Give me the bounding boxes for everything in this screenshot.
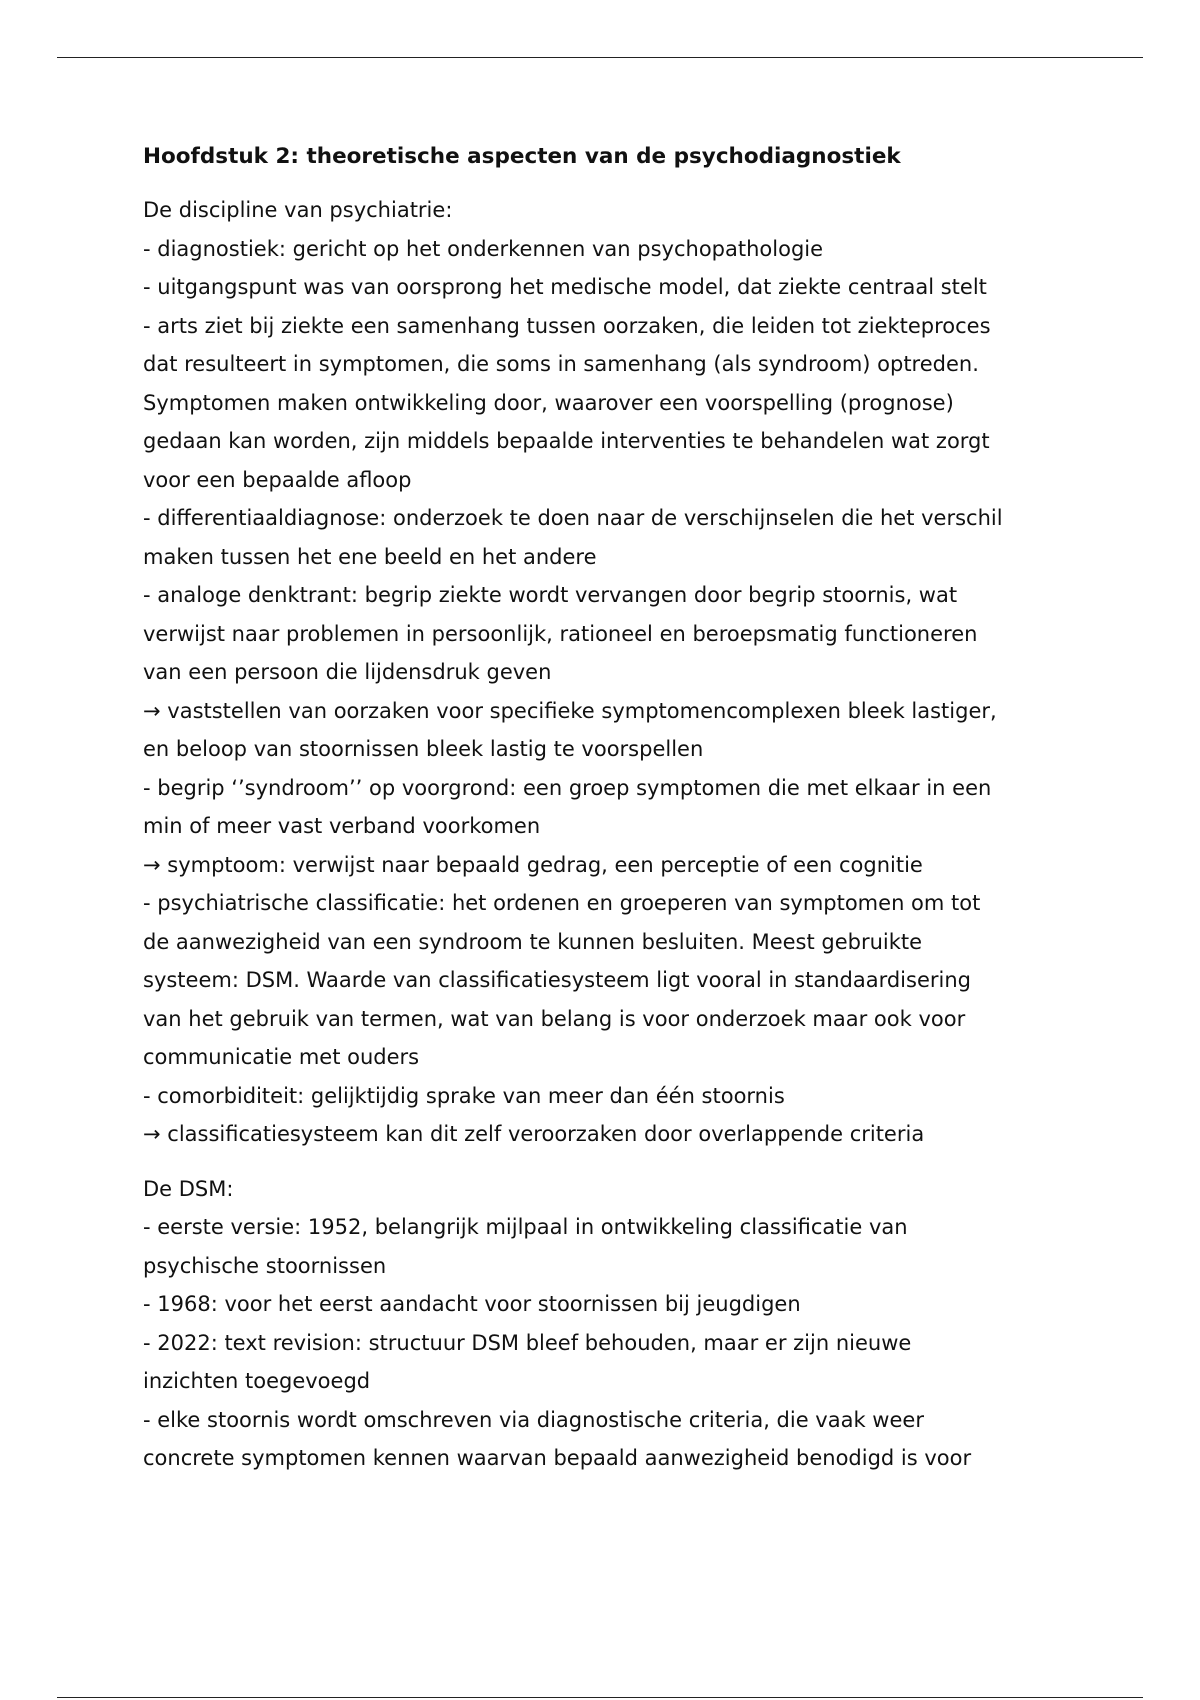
text-line: - 1968: voor het eerst aandacht voor stoornissen bij jeugdigen xyxy=(143,1292,801,1316)
top-rule xyxy=(57,57,1143,58)
text-line: dat resulteert in symptomen, die soms in samenhang (als syndroom) optreden. xyxy=(143,352,979,376)
chapter-heading: Hoofdstuk 2: theoretische aspecten van de psychodiagnostiek xyxy=(143,144,901,169)
bottom-rule xyxy=(57,1697,1143,1698)
text-line: gedaan kan worden, zijn middels bepaalde interventies te behandelen wat zorgt xyxy=(143,429,990,453)
text-line: - uitgangspunt was van oorsprong het medische model, dat ziekte centraal stelt xyxy=(143,275,987,299)
page-content xyxy=(143,139,1143,1478)
text-line: - begrip ‘’syndroom’’ op voorgrond: een groep symptomen die met elkaar in een xyxy=(143,775,992,800)
text-line: van het gebruik van termen, wat van belang is voor onderzoek maar ook voor xyxy=(143,1006,966,1031)
text-line: → symptoom: verwijst naar bepaald gedrag, een perceptie of een cognitie xyxy=(143,852,923,877)
text-line: psychische stoornissen xyxy=(143,1253,387,1278)
text-line: - comorbiditeit: gelijktijdig sprake van meer dan één stoornis xyxy=(143,1083,785,1108)
text-line: de aanwezigheid van een syndroom te kunnen besluiten. Meest gebruikte xyxy=(143,929,923,954)
text-line: De discipline van psychiatrie: xyxy=(143,198,453,222)
section-discipline xyxy=(143,191,1143,1154)
text-line: - elke stoornis wordt omschreven via diagnostische criteria, die vaak weer xyxy=(143,1407,924,1432)
text-line: en beloop van stoornissen bleek lastig te voorspellen xyxy=(143,737,704,761)
text-line: - diagnostiek: gericht op het onderkennen van psychopathologie xyxy=(143,236,824,261)
text-line: systeem: DSM. Waarde van classificatiesysteem ligt vooral in standaardisering xyxy=(143,968,971,992)
text-line: - 2022: text revision: structuur DSM bleef behouden, maar er zijn nieuwe xyxy=(143,1330,912,1355)
text-line: - psychiatrische classificatie: het ordenen en groeperen van symptomen om tot xyxy=(143,891,981,915)
text-line: - differentiaaldiagnose: onderzoek te doen naar de verschijnselen die het verschil xyxy=(143,506,1003,530)
text-line: De DSM: xyxy=(143,1176,234,1201)
text-line: voor een bepaalde afloop xyxy=(143,467,412,492)
text-line: - analoge denktrant: begrip ziekte wordt vervangen door begrip stoornis, wat xyxy=(143,583,958,607)
text-line: communicatie met ouders xyxy=(143,1045,420,1069)
section-dsm xyxy=(143,1170,1143,1478)
text-line: concrete symptomen kennen waarvan bepaald aanwezigheid benodigd is voor xyxy=(143,1446,972,1470)
text-line: → classificatiesysteem kan dit zelf veroorzaken door overlappende criteria xyxy=(143,1122,925,1146)
text-line: Symptomen maken ontwikkeling door, waarover een voorspelling (prognose) xyxy=(143,390,954,415)
text-line: maken tussen het ene beeld en het andere xyxy=(143,544,597,569)
text-line: verwijst naar problemen in persoonlijk, rationeel en beroepsmatig functioneren xyxy=(143,621,978,646)
text-line: van een persoon die lijdensdruk geven xyxy=(143,660,552,684)
text-line: - eerste versie: 1952, belangrijk mijlpaal in ontwikkeling classificatie van xyxy=(143,1215,908,1239)
text-line: inzichten toegevoegd xyxy=(143,1369,371,1393)
text-line: - arts ziet bij ziekte een samenhang tussen oorzaken, die leiden tot ziekteproces xyxy=(143,313,991,338)
text-line: min of meer vast verband voorkomen xyxy=(143,814,541,838)
text-line: → vaststellen van oorzaken voor specifieke symptomencomplexen bleek lastiger, xyxy=(143,698,997,723)
